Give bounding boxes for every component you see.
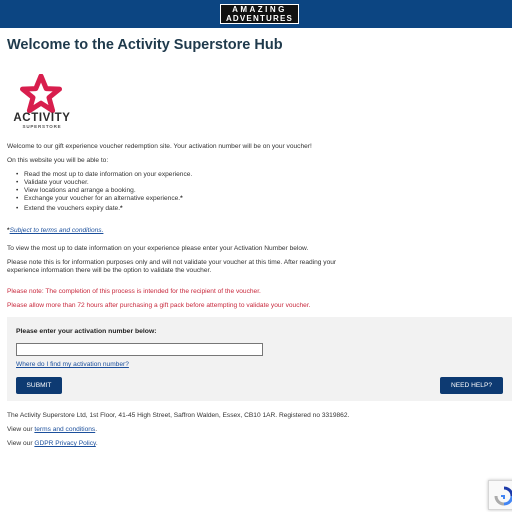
recaptcha-icon <box>493 485 512 507</box>
activation-label: Please enter your activation number below: <box>16 328 157 335</box>
info-text: To view the most up to date information on your experience please enter your Activation Number below. <box>7 245 309 252</box>
feature-item: • Exchange your voucher for an alternative experience.* <box>16 195 192 203</box>
intro-text: Welcome to our gift experience voucher redemption site. Your activation number will be on your voucher! <box>7 143 312 150</box>
footer-gdpr: View our GDPR Privacy Policy. <box>7 440 98 447</box>
feature-item: • Validate your voucher. <box>16 179 192 187</box>
asterisk-mark: * <box>7 227 10 234</box>
amazing-adventures-logo[interactable] <box>220 4 299 24</box>
gdpr-privacy-link[interactable]: GDPR Privacy Policy <box>34 440 96 447</box>
asterisk-mark: * <box>120 205 123 212</box>
footer-terms: View our terms and conditions. <box>7 426 98 433</box>
feature-item: • Extend the vouchers expiry date.* <box>16 205 192 213</box>
features-list <box>16 171 192 213</box>
need-help-button[interactable]: NEED HELP? <box>440 377 503 394</box>
footer-terms-link[interactable]: terms and conditions <box>34 426 96 433</box>
recaptcha-badge[interactable] <box>488 480 512 510</box>
features-intro: On this website you will be able to: <box>7 157 109 164</box>
warning-72-hours: Please allow more than 72 hours after purchasing a gift pack before attempting to validate your voucher. <box>7 302 311 309</box>
warning-recipient: Please note: The completion of this process is intended for the recipient of the voucher. <box>7 288 261 295</box>
asterisk-mark: * <box>180 195 183 202</box>
logo-subtext: SUPERSTORE <box>22 124 62 129</box>
footer-address: The Activity Superstore Ltd, 1st Floor, 41-45 High Street, Saffron Walden, Essex, CB10 1AR. Registered no 3319862. <box>7 412 350 419</box>
find-activation-number-link[interactable]: Where do I find my activation number? <box>16 361 129 368</box>
submit-button[interactable]: SUBMIT <box>16 377 62 394</box>
activity-superstore-logo <box>6 74 78 132</box>
terms-note <box>7 227 103 235</box>
feature-item: • View locations and arrange a booking. <box>16 187 192 195</box>
note-line-1: Please note this is for information purposes only and will not validate your voucher at this time. After reading your <box>7 259 337 266</box>
feature-item: • Read the most up to date information on your experience. <box>16 171 192 179</box>
top-header-bar <box>0 0 512 28</box>
activation-number-input[interactable] <box>16 343 263 356</box>
logo-wordmark: ACTIVITY <box>13 112 71 124</box>
activation-form <box>7 317 512 401</box>
star-icon <box>6 74 78 114</box>
brand-line-1: AMAZING <box>232 5 287 14</box>
brand-line-2: ADVENTURES <box>225 14 294 23</box>
page-title: Welcome to the Activity Superstore Hub <box>7 37 283 53</box>
note-line-2: experience information there will be the option to validate the voucher. <box>7 267 212 274</box>
terms-link[interactable]: Subject to terms and conditions. <box>9 227 104 234</box>
